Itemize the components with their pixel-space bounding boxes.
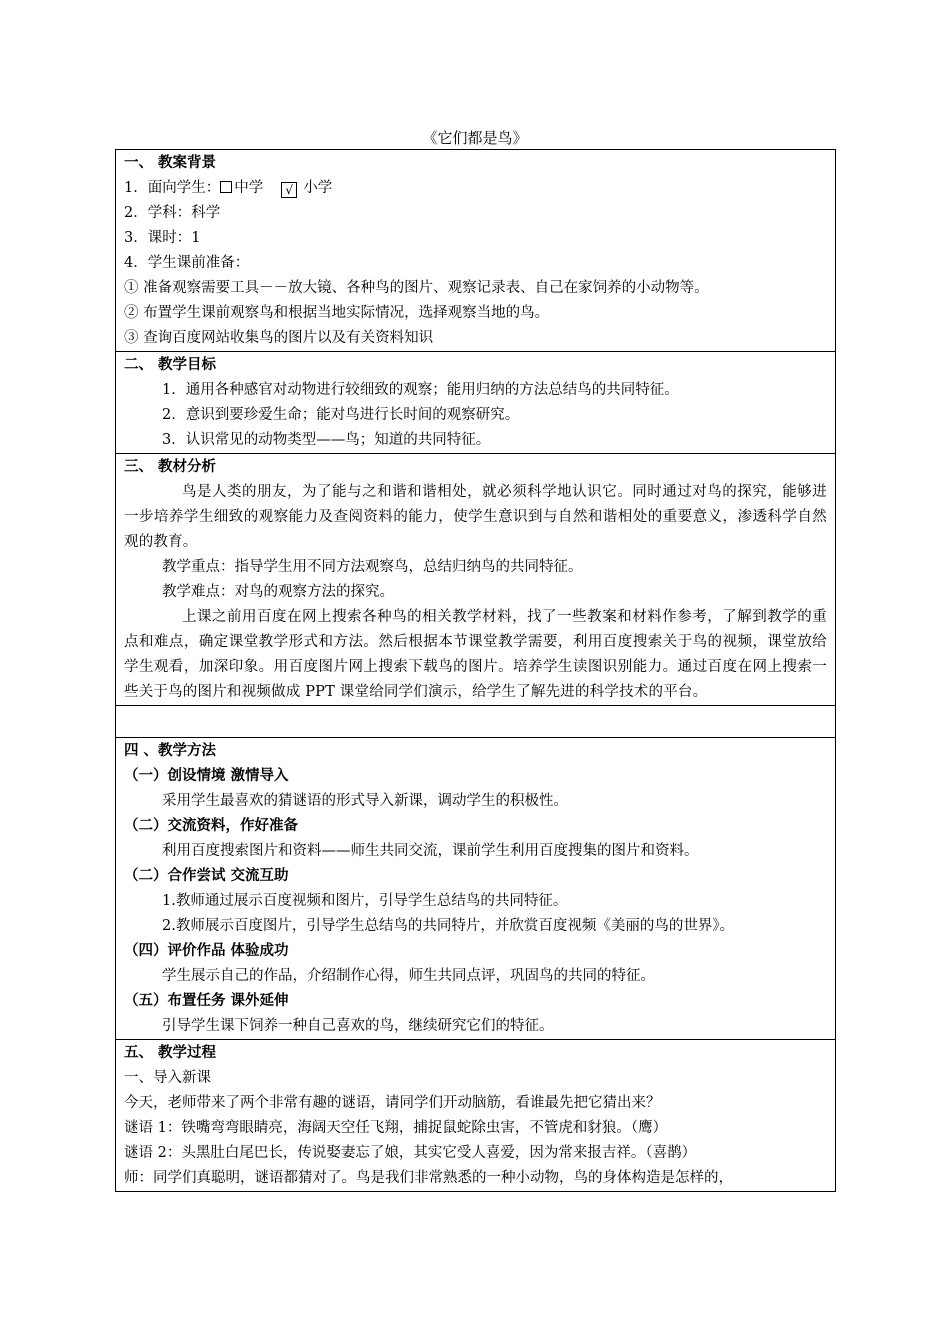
method-text: 1.教师通过展示百度视频和图片，引导学生总结鸟的共同特征。 [162, 893, 568, 909]
section-heading: 四 、教学方法 [124, 743, 217, 759]
target-students-line [124, 176, 827, 201]
method-text: 2.教师展示百度图片，引导学生总结鸟的共同特片，并欣赏百度视频《美丽的鸟的世界》。 [162, 918, 735, 934]
section-heading: 五、 教学过程 [124, 1045, 217, 1061]
objective-item: 1．通用各种感官对动物进行较细致的观察；能用归纳的方法总结鸟的共同特征。 [162, 382, 679, 398]
target-students-label: 1．面向学生： [124, 180, 221, 196]
method-subheading: （二）合作尝试 交流互助 [124, 868, 289, 884]
section-objectives [115, 351, 836, 453]
objective-item: 2．意识到要珍爱生命；能对鸟进行长时间的观察研究。 [162, 407, 520, 423]
analysis-paragraph: 上课之前用百度在网上搜索各种鸟的相关教学材料，找了一些教案和材料作参考，了解到教学的重点和难点，确定课堂教学形式和方法。然后根据本节课堂教学需要，利用百度搜索关于鸟的视频，课堂放给学生观看，加深印象。用百度图片网上搜索下载鸟的图片。培养学生读图识别能力。通过百度在网上搜索一些关于鸟的图片和视频做成 PPT 课堂给同学们演示，给学生了解先进的科学技术的平台。 [124, 609, 827, 700]
method-text: 利用百度搜索图片和资料——师生共同交流，课前学生利用百度搜集的图片和资料。 [162, 843, 699, 859]
preparation-heading: 4．学生课前准备： [124, 255, 250, 271]
preparation-item: ③ 查询百度网站收集鸟的图片以及有关资料知识 [124, 330, 434, 346]
unchecked-box-icon [220, 181, 232, 193]
teaching-difficulty: 教学难点：对鸟的观察方法的探究。 [162, 584, 394, 600]
section-heading: 一、 教案背景 [124, 155, 217, 171]
section-heading: 二、 教学目标 [124, 357, 217, 373]
method-text: 学生展示自己的作品，介绍制作心得，师生共同点评，巩固鸟的共同的特征。 [162, 968, 655, 984]
analysis-paragraph: 鸟是人类的朋友，为了能与之和谐和谐相处，就必须科学地认识它。同时通过对鸟的探究，能够进一步培养学生细致的观察能力及查阅资料的能力，使学生意识到与自然和谐相处的重要意义，渗透科学自然观的教育。 [124, 484, 827, 550]
option-middle-school: 中学 [234, 180, 264, 196]
method-subheading: （四）评价作品 体验成功 [124, 943, 289, 959]
empty-row [115, 705, 836, 737]
method-text: 采用学生最喜欢的猜谜语的形式导入新课，调动学生的积极性。 [162, 793, 568, 809]
process-line: 一、导入新课 [124, 1070, 211, 1086]
section-material-analysis [115, 453, 836, 705]
section-background [115, 149, 836, 351]
document-title: 《它们都是鸟》 [422, 129, 528, 147]
option-primary-school: 小学 [303, 180, 333, 196]
checked-box-icon: √ [281, 182, 297, 198]
riddle-line: 谜语 2：头黑肚白尾巴长，传说娶妻忘了娘，其实它受人喜爱，因为常来报吉祥。（喜鹊） [124, 1145, 697, 1161]
preparation-item: ② 布置学生课前观察鸟和根据当地实际情况，选择观察当地的鸟。 [124, 305, 550, 321]
method-subheading: （五）布置任务 课外延伸 [124, 993, 289, 1009]
objective-item: 3．认识常见的动物类型——鸟；知道的共同特征。 [162, 432, 491, 448]
method-subheading: （一）创设情境 激情导入 [124, 768, 289, 784]
preparation-item: ① 准备观察需要工具－－放大镜、各种鸟的图片、观察记录表、自己在家饲养的小动物等。 [124, 280, 709, 296]
process-line: 今天，老师带来了两个非常有趣的谜语，请同学们开动脑筋，看谁最先把它猜出来？ [124, 1095, 661, 1111]
section-heading: 三、 教材分析 [124, 459, 217, 475]
method-text: 引导学生课下饲养一种自己喜欢的鸟，继续研究它们的特征。 [162, 1018, 554, 1034]
method-subheading: （二）交流资料，作好准备 [124, 818, 298, 834]
class-hours-line: 3．课时：1 [124, 230, 201, 246]
riddle-line: 谜语 1：铁嘴弯弯眼睛亮，海阔天空任飞翔，捕捉鼠蛇除虫害，不管虎和豺狼。（鹰） [124, 1120, 668, 1136]
section-methods [115, 737, 836, 1039]
subject-line: 2．学科：科学 [124, 205, 221, 221]
process-line: 师：同学们真聪明，谜语都猜对了。鸟是我们非常熟悉的一种小动物，鸟的身体构造是怎样的， [124, 1170, 733, 1186]
teaching-focus: 教学重点：指导学生用不同方法观察鸟，总结归纳鸟的共同特征。 [162, 559, 583, 575]
section-process [115, 1039, 836, 1192]
lesson-plan-table [115, 149, 836, 1192]
